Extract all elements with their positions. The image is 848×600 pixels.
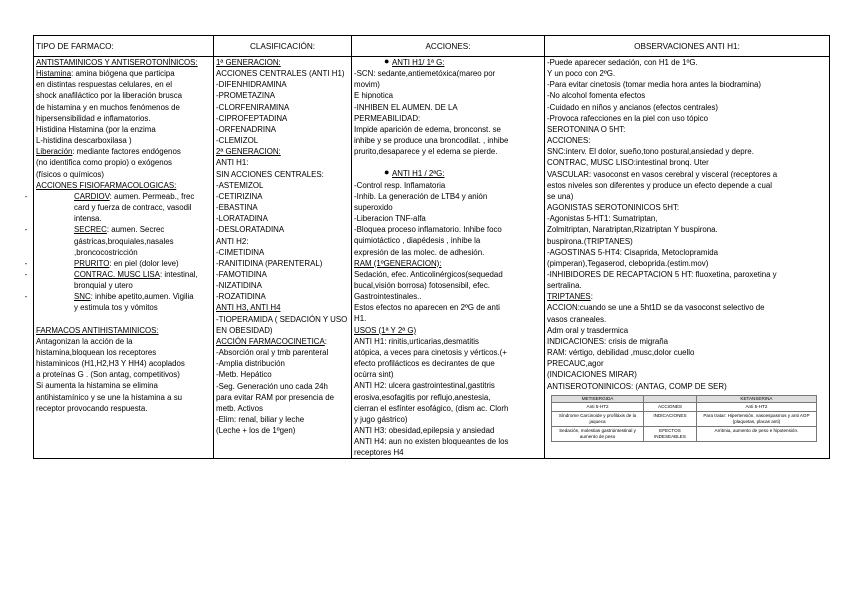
farmacocinetica-item: para evitar RAM por presencia de [216, 392, 334, 402]
acciones-text: inhibe y se produce una broncodilat. , inhibe [354, 136, 509, 146]
farmacocinetica-item: -Amplia distribución [216, 359, 285, 369]
ram-text: H1. [354, 314, 367, 324]
mini-row [552, 426, 817, 441]
gen2-item: ANTI H2: [216, 236, 249, 246]
content-row [34, 57, 830, 459]
gen2-item: ANTI H1: [216, 158, 249, 168]
observaciones-text: -Cuidado en niños y ancianos (efectos centrales) [547, 102, 719, 112]
observaciones-text: vasos craneales. [547, 314, 607, 324]
mini-cell: Arritmia, aumento de peso e hipotensión. [696, 426, 816, 441]
ram-text: Sedación, efec. Anticolinérgicos(sequedad [354, 269, 503, 279]
usos-text: receptores H4 [354, 448, 404, 458]
acciones-text: prurito,desaparece y el edema se pierde. [354, 147, 498, 157]
h3h4-item: EN OBESIDAD) [216, 325, 273, 335]
usos-text: ANTI H1: rinitis,urticarias,desmatitis [354, 336, 479, 346]
histidina-text: L-histidina descarboxilasa ) [36, 136, 132, 146]
observaciones-text: sertralina. [547, 281, 582, 291]
ram-title: RAM (1ºGENERACION): [354, 258, 442, 268]
farmacocinetica-item: -Absorción oral y tmb parenteral [216, 348, 329, 358]
histamina-text: en distintas respuestas celulares, en el [36, 80, 172, 90]
usos-text: ANTI H4: aun no existen bloqueantes de los [354, 437, 509, 447]
observaciones-text: ACCIONES: [547, 136, 591, 146]
observaciones-text: (pimperan),Tegaserod, cleboprida.(estim.mov) [547, 258, 709, 268]
histidina-text: Histidina Histamina (por la enzima [36, 124, 156, 134]
header-acciones: ACCIONES: [352, 36, 545, 57]
observaciones-text: AGONISTAS SEROTONINICOS 5HT: [547, 203, 680, 213]
acciones-text: PERMEABILIDAD: [354, 113, 421, 123]
observaciones-text: -Puede aparecer sedación, con H1 de 1ºG. [547, 58, 698, 67]
gen2-item: -ROZATIDINA [216, 292, 266, 302]
usos-text: cierran el esfínter esofágico, (dism ac. Clorh [354, 403, 509, 413]
mini-cell [644, 395, 697, 402]
usos-text: ANTI H2: ulcera gastrointestinal,gastitris [354, 381, 495, 391]
acciones-text: -SCN: sedante,antiemetóxica(mareo por [354, 69, 496, 79]
observaciones-text: -Agonistas 5-HT1: Sumatriptan, [547, 214, 658, 224]
mini-cell: KETANSERINA [696, 395, 816, 402]
farmacos-text: Si aumenta la histamina se elimina [36, 381, 158, 391]
acciones-text: expresión de las molec. de adhesión. [354, 247, 485, 257]
acciones-text: superoxido [354, 202, 393, 212]
farmacos-text: receptor provocando respuesta. [36, 403, 148, 413]
acciones-text: Impide aparición de edema, bronconst. se [354, 124, 501, 134]
mini-cell: Síndrome Carcinoide y profiláxis de la jaqueca [552, 411, 644, 426]
farmacos-text: antihistamínico y se une la histamina a su [36, 392, 183, 402]
observaciones-text: -AGOSTINAS 5-HT4: Cisaprida, Metoclopramida [547, 247, 719, 257]
mini-cell: Anti 5-HT2 [552, 402, 644, 411]
liberacion-text: (no identifica como propio) o exógenos [36, 158, 172, 168]
ram-text: bucal,visión borrosa) fotosensibil, efec. [354, 280, 490, 290]
liberacion-line: Liberación: mediante factores endógenos [36, 147, 181, 157]
gen1-item: -CLEMIZOL [216, 136, 259, 146]
farmacos-text: Antagonizan la acción de la [36, 336, 133, 346]
gen2-item: -FAMOTIDINA [216, 269, 267, 279]
histamina-line: Histamina: amina biógena que participa [36, 69, 175, 79]
acciones-text: -Liberacion TNF-alfa [354, 214, 426, 224]
h3h4-item: -TIOPERAMIDA ( SEDACIÓN Y USO [216, 314, 348, 324]
ram-text: Gastrointestinales.. [354, 292, 422, 302]
usos-text: atópica, a veces para cinetosis y vérticos.(+ [354, 347, 507, 357]
gen2-item: -LORATADINA [216, 214, 268, 224]
header-row [34, 36, 830, 57]
acciones-text: -INHIBEN EL AUMEN. DE LA [354, 102, 458, 112]
mini-row [552, 402, 817, 411]
mini-row [552, 411, 817, 426]
ram-text: Estos efectos no aparecen en 2ºG de anti [354, 303, 500, 313]
observaciones-text: (INDICACIONES MIRAR) [547, 370, 637, 380]
mini-cell: Sedación, molestias gastrointestinal y aumento de peso [552, 426, 644, 441]
farmacocinetica-title: ACCIÓN FARMACOCINETICA: [216, 336, 327, 346]
h3h4-title: ANTI H3, ANTI H4 [216, 303, 281, 313]
observaciones-text: buspirona.(TRIPTANES) [547, 236, 633, 246]
farmacocinetica-item: -Seg. Generación uno cada 24h [216, 381, 328, 391]
acciones-text: -Inhib. La generación de LTB4 y anión [354, 191, 488, 201]
antihistaminicos-title: ANTISTAMINICOS Y ANTISEROTONÍNICOS: [36, 58, 198, 67]
usos-text: efecto profilácticos es decirantes de que [354, 359, 495, 369]
histamina-text: hipersensibilidad e inflamatorios. [36, 113, 151, 123]
accion-snc: - SNC: inhibe apetito,aumen. Vigilia y estimula tos y vómitos [24, 292, 194, 313]
gen2-item: SIN ACCIONES CENTRALES: [216, 169, 324, 179]
observaciones-text: INDICACIONES: crisis de migraña [547, 336, 669, 346]
gen1-item: -DIFENHIDRAMINA [216, 80, 287, 90]
farmacos-title: FARMACOS ANTIHISTAMINICOS: [36, 325, 159, 335]
farmacocinetica-item: metb. Activos [216, 403, 263, 413]
acciones-text: E hipnotica [354, 91, 394, 101]
mini-cell: EFECTOS INDESEABLES [644, 426, 697, 441]
mini-cell: Para tratar: Hipertensión, vasoespasmos y anti AGP (plaquetas, placas anti) [696, 411, 816, 426]
gen2-item: -CETIRIZINA [216, 191, 263, 201]
mini-cell: Anti 5-HT2 [696, 402, 816, 411]
observaciones-text: se una) [547, 191, 574, 201]
observaciones-text: SEROTONINA O 5HT: [547, 124, 626, 134]
antiserotoninicos-table [551, 395, 817, 442]
observaciones-cell [545, 57, 830, 459]
acciones-cell [352, 57, 545, 459]
acciones-fisio-title: ACCIONES FISIOFARMACOLOGICAS: [36, 180, 177, 190]
gen1-title: 1ª GENERACION: [216, 58, 281, 67]
mini-cell: INDICACIONES [644, 411, 697, 426]
gen2-item: -NIZATIDINA [216, 281, 262, 291]
triptanes-title: TRIPTANES: [547, 292, 593, 302]
observaciones-text: Adm oral y trasdermica [547, 325, 629, 335]
observaciones-text: RAM: vértigo, debilidad ,musc,dolor cuello [547, 348, 695, 358]
gen2-item: -EBASTINA [216, 203, 258, 213]
acciones-text: -Control resp. Inflamatoria [354, 180, 446, 190]
gen1-item: -ORFENADRINA [216, 124, 277, 134]
gen2-item: -RANITIDINA (PARENTERAL) [216, 258, 323, 268]
farmacocinetica-item: -Metb. Hepático [216, 370, 272, 380]
accion-secrec: - SECREC: aumen. Secrec gástricas,broquiales,nasales ,broncocostricción [24, 225, 174, 257]
observaciones-text: VASCULAR: vasoconst en vasos cerebral y visceral (receptores a [547, 169, 778, 179]
gen2-item: -CIMETIDINA [216, 247, 265, 257]
farmacos-text: histamina,bloquean los receptores [36, 347, 157, 357]
farmacocinetica-item: (Leche + los de 1ºgen) [216, 426, 296, 436]
observaciones-text: SNC:interv. El dolor, sueño,tono postural,ansiedad y depre. [547, 147, 754, 157]
clasificacion-cell [214, 57, 352, 459]
usos-text: ANTI H3: obesidad,epilepsia y ansiedad [354, 426, 495, 435]
anti-h1-1g-title: ● ANTI H1/ 1ª G: [384, 57, 445, 67]
observaciones-text: -No alcohol fomenta efectos [547, 91, 646, 101]
gen1-item: ACCIONES CENTRALES (ANTI H1) [216, 69, 345, 79]
usos-title: USOS (1ª Y 2ª G) [354, 325, 417, 335]
header-tipo-farmaco: TIPO DE FARMACO: [34, 36, 214, 57]
observaciones-text: -Provoca rafecciones en la piel con uso tópico [547, 113, 708, 123]
observaciones-text: estos niveles son diferentes y produce un efecto depende a cual [547, 180, 773, 190]
gen1-item: -PROMETAZINA [216, 91, 276, 101]
observaciones-text: -Para evitar cinetosis (tomar media hora antes la biodramina) [547, 80, 762, 90]
accion-prurito: - PRURITO: en piel (dolor leve) [24, 258, 179, 268]
mini-cell: ACCIONES [644, 402, 697, 411]
farmacocinetica-item: -Elim: renal, biliar y leche [216, 415, 305, 424]
histamina-text: de histamina y en muchos fenómenos de [36, 102, 180, 112]
mini-header-row [552, 395, 817, 402]
usos-text: ocúrra sint) [354, 370, 394, 380]
farmacos-text: a proteínas G . (Son antag, competitivos) [36, 370, 180, 380]
observaciones-text: ANTISEROTONINICOS: (ANTAG, COMP DE SER) [547, 381, 727, 391]
observaciones-text: PRECAUC,agor [547, 359, 604, 369]
observaciones-text: Y un poco con 2ºG. [547, 69, 616, 79]
gen2-item: -DESLORATADINA [216, 225, 285, 235]
observaciones-text: CONTRAC, MUSC LISO:intestinal bronq. Uter [547, 158, 709, 168]
accion-cardiov: - CARDIOV: aumen. Permeab., frec card y fuerza de contracc, vasodil intensa. [24, 191, 195, 224]
header-observaciones: OBSERVACIONES ANTI H1: [545, 36, 830, 57]
gen2-item: -ASTEMIZOL [216, 180, 264, 190]
mini-cell: METISERGIDA [552, 395, 644, 402]
histamina-text: shock anafiláctico por la liberación brusca [36, 91, 183, 101]
gen1-item: -CIPROFEPTADINA [216, 113, 288, 123]
observaciones-text: ACCION:cuando se une a 5ht1D se da vasoconst selectivo de [547, 303, 765, 313]
acciones-text: -Bloquea proceso inflamatorio. Inhibe foco [354, 225, 502, 235]
anti-h1-2g-title: ● ANTI H1 / 2ªG: [384, 168, 445, 179]
accion-contrac: - CONTRAC. MUSC LISA: intestinal, bronquial y utero [24, 269, 198, 291]
liberacion-text: (físicos o químicos) [36, 169, 104, 179]
usos-text: y jugo gástrico) [354, 414, 408, 424]
observaciones-text: Zolmitriptan, Naratriptan,Rizatriptan Y buspirona. [547, 225, 718, 235]
observaciones-text: -INHIBIDORES DE RECAPTACION 5 HT: fluoxetina, paroxetina y [547, 269, 777, 279]
tipo-farmaco-cell [24, 57, 214, 459]
acciones-text: quimiotáctico , diapédesis , inhibe la [354, 236, 481, 246]
header-clasificacion: CLASIFICACIÓN: [214, 36, 352, 57]
usos-text: erosiva,esofagitis por reflujo,anestesia, [354, 392, 491, 402]
gen1-item: -CLORFENIRAMINA [216, 102, 290, 112]
gen2-title: 2ª GENERACION: [216, 147, 281, 157]
acciones-text: movim) [354, 80, 380, 90]
farmacos-text: histaminicos (H1,H2,H3 Y HH4) acoplados [36, 359, 185, 369]
pharmacology-table [24, 35, 830, 459]
